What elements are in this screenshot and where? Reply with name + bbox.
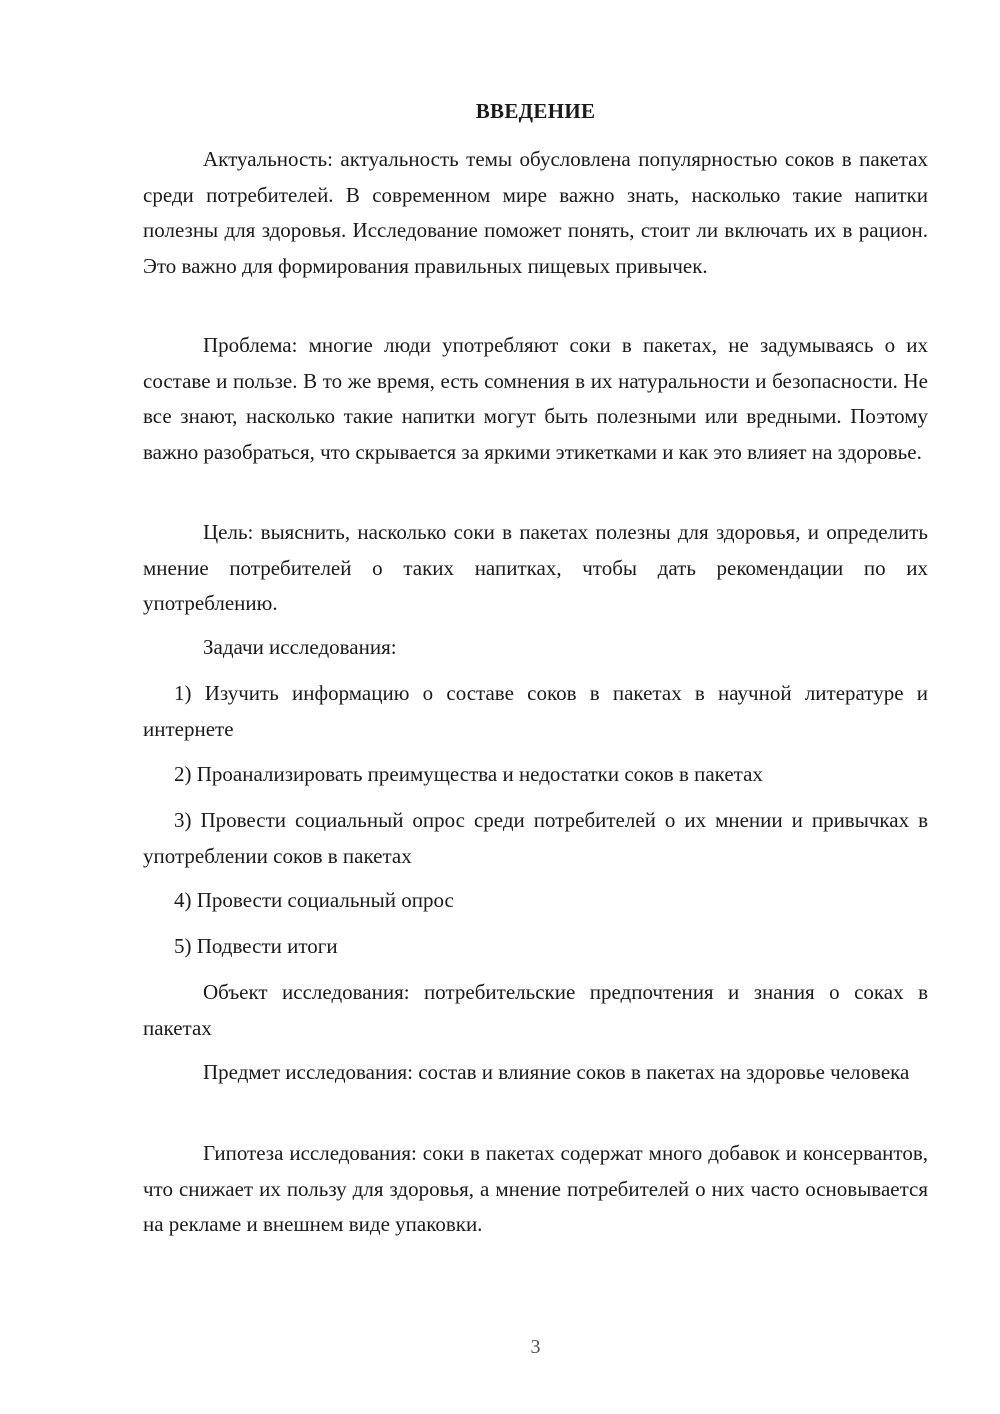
task-item: 2) Проанализировать преимущества и недостатки соков в пакетах [174, 762, 763, 786]
problem-paragraph: Проблема: многие люди употребляют соки в пакетах, не задумываясь о их составе и пользе. В то же время, есть сомнения в их натуральности и безопасности. Не все знают, насколько такие напитки могут быть полезными или вредными. Поэтому важно разобраться, что скрывается за яркими этикетками и как это влияет на здоровье. [143, 333, 928, 464]
goal-paragraph: Цель: выяснить, насколько соки в пакетах полезны для здоровья, и определить мнение потребителей о таких напитках, чтобы дать рекомендации по их употреблению. [143, 520, 928, 615]
section-title: ВВЕДЕНИЕ [475, 99, 596, 123]
page-number: 3 [530, 1336, 541, 1358]
subject-paragraph: Предмет исследования: состав и влияние соков в пакетах на здоровье человека [203, 1060, 910, 1084]
task-item: 4) Провести социальный опрос [174, 888, 454, 912]
object-paragraph: Объект исследования: потребительские предпочтения и знания о соках в пакетах [143, 980, 928, 1040]
task-item: 1) Изучить информацию о составе соков в пакетах в научной литературе и интернете [143, 681, 928, 741]
hypothesis-paragraph: Гипотеза исследования: соки в пакетах содержат много добавок и консервантов, что снижает их пользу для здоровья, а мнение потребителей о них часто основывается на рекламе и внешнем виде упаковки. [143, 1141, 928, 1236]
task-item: 3) Провести социальный опрос среди потребителей о их мнении и привычках в употреблении соков в пакетах [143, 808, 928, 868]
task-item: 5) Подвести итоги [174, 934, 338, 958]
tasks-heading: Задачи исследования: [203, 635, 397, 659]
document-page [143, 0, 928, 1414]
relevance-paragraph: Актуальность: актуальность темы обусловлена популярностью соков в пакетах среди потребителей. В современном мире важно знать, насколько такие напитки полезны для здоровья. Исследование поможет понять, стоит ли включать их в рацион. Это важно для формирования правильных пищевых привычек. [143, 147, 928, 278]
